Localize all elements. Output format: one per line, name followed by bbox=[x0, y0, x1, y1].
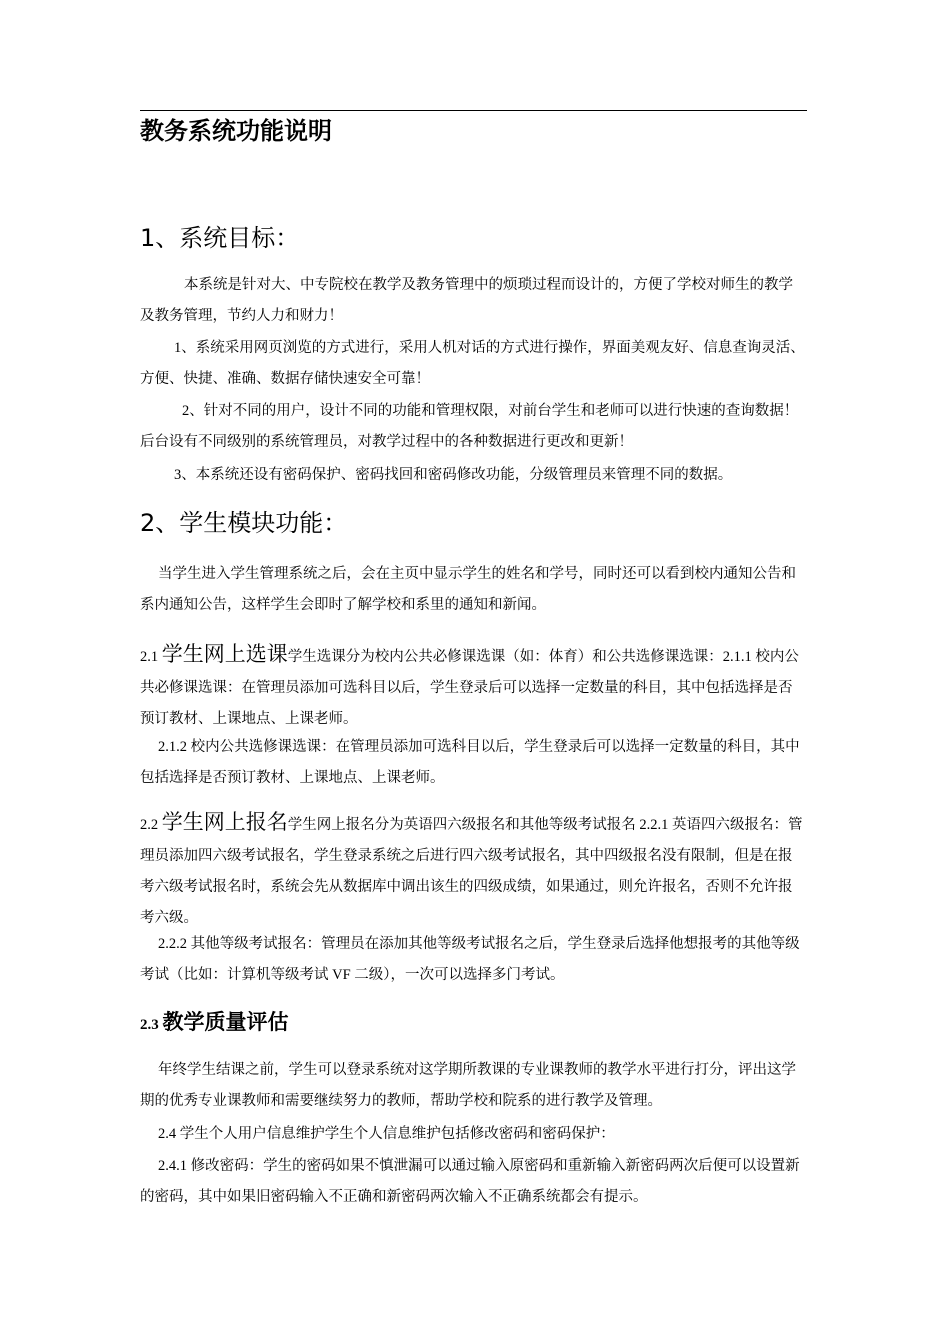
section-2-heading: 2、学生模块功能： bbox=[140, 509, 348, 537]
s2-4-1-paragraph: 2.4.1 修改密码：学生的密码如果不慎泄漏可以通过输入原密码和重新输入新密码两次后便可以设置新的密码，其中如果旧密码输入不正确和新密码两次输入不正确系统都会有提示。 bbox=[140, 1158, 800, 1205]
s1-paragraph-4: 3、本系统还设有密码保护、密码找回和密码修改功能，分级管理员来管理不同的数据。 bbox=[174, 467, 733, 483]
s2-3-heading bbox=[140, 1006, 289, 1041]
s2-3-number: 2.3 bbox=[140, 1017, 163, 1033]
document-title: 教务系统功能说明 bbox=[140, 117, 332, 145]
s2-2-body: 学生网上报名分为英语四六级报名和其他等级考试报名 2.2.1 英语四六级报名：管理员添加四六级考试报名，学生登录系统之后进行四六级考试报名，其中四级报名没有限制，但是在报考六级考试报名时，系统会先从数据库中调出该生的四级成绩，如果通过，则允许报名，否则不允许报考六级。 bbox=[140, 817, 803, 926]
s2-2-paragraph bbox=[140, 807, 805, 934]
section-1-heading: 1、系统目标： bbox=[140, 224, 300, 252]
s2-1-title: 学生网上选课 bbox=[161, 642, 288, 666]
s2-2-number: 2.2 bbox=[140, 817, 162, 833]
s2-4-paragraph: 2.4 学生个人用户信息维护学生个人信息维护包括修改密码和密码保护： bbox=[158, 1126, 615, 1142]
s1-paragraph-3: 2、针对不同的用户，设计不同的功能和管理权限，对前台学生和老师可以进行快速的查询数据！后台设有不同级别的系统管理员，对教学过程中的各种数据进行更改和更新！ bbox=[140, 403, 799, 450]
s2-3-title: 教学质量评估 bbox=[162, 1010, 289, 1034]
s2-3-body: 年终学生结课之前，学生可以登录系统对这学期所教课的专业课教师的教学水平进行打分，评出这学期的优秀专业课教师和需要继续努力的教师，帮助学校和院系的进行教学及管理。 bbox=[140, 1062, 796, 1109]
s1-paragraph-1: 本系统是针对大、中专院校在教学及教务管理中的烦琐过程而设计的，方便了学校对师生的教学及教务管理，节约人力和财力！ bbox=[140, 277, 793, 324]
s2-1-number: 2.1 bbox=[140, 649, 162, 665]
s2-1-body: 学生选课分为校内公共必修课选课（如：体育）和公共选修课选课：2.1.1 校内公共必修课选课：在管理员添加可选科目以后，学生登录后可以选择一定数量的科目，其中包括选择是否预订教材、上课地点、上课老师。 bbox=[140, 649, 799, 727]
s2-2-title: 学生网上报名 bbox=[161, 810, 288, 834]
s1-paragraph-2: 1、系统采用网页浏览的方式进行，采用人机对话的方式进行操作，界面美观友好、信息查询灵活、方便、快捷、准确、数据存储快速安全可靠！ bbox=[140, 340, 805, 387]
s2-1-2-paragraph: 2.1.2 校内公共选修课选课：在管理员添加可选科目以后，学生登录后可以选择一定数量的科目，其中包括选择是否预订教材、上课地点、上课老师。 bbox=[140, 739, 800, 786]
s2-paragraph-1: 当学生进入学生管理系统之后，会在主页中显示学生的姓名和学号，同时还可以看到校内通知公告和系内通知公告，这样学生会即时了解学校和系里的通知和新闻。 bbox=[140, 566, 796, 613]
s2-2-2-paragraph: 2.2.2 其他等级考试报名：管理员在添加其他等级考试报名之后，学生登录后选择他想报考的其他等级考试（比如：计算机等级考试 VF 二级），一次可以选择多门考试。 bbox=[140, 936, 800, 983]
header-rule bbox=[140, 110, 807, 111]
s2-1-paragraph bbox=[140, 639, 805, 735]
